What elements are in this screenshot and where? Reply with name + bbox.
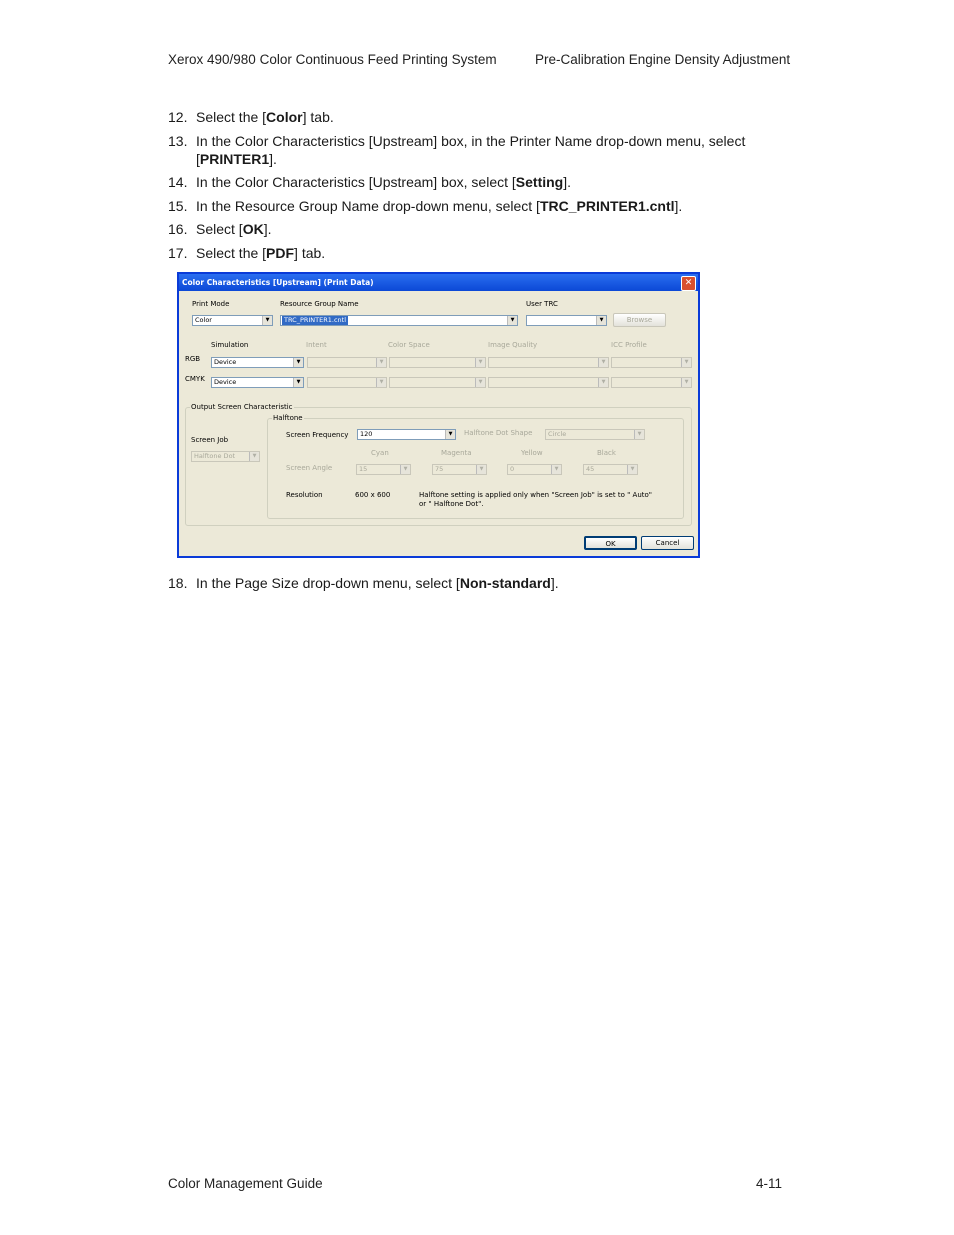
chevron-down-icon: ▼ — [475, 358, 485, 367]
footer-title: Color Management Guide — [168, 1176, 323, 1191]
chevron-down-icon: ▼ — [476, 465, 486, 474]
chevron-down-icon: ▼ — [376, 378, 386, 387]
black-angle-select[interactable] — [583, 464, 638, 475]
resource-group-name-select[interactable] — [280, 315, 518, 326]
step-number: 14. — [168, 174, 188, 190]
step-text: ]. — [263, 221, 272, 237]
step-text: In the Color Characteristics [Upstream] box, in the Printer Name drop-down menu, select [ — [196, 132, 746, 167]
chevron-down-icon: ▼ — [400, 465, 410, 474]
chevron-down-icon: ▼ — [249, 452, 259, 461]
page-number: 4-11 — [756, 1176, 783, 1191]
step-number: 17. — [168, 244, 188, 261]
resolution-value: 600 x 600 — [355, 491, 391, 499]
step-text: Select [ — [196, 221, 243, 237]
chevron-down-icon: ▼ — [445, 430, 455, 439]
chevron-down-icon: ▼ — [681, 358, 691, 367]
cmyk-simulation-value: Device — [214, 378, 237, 386]
chevron-down-icon: ▼ — [475, 378, 485, 387]
chevron-down-icon: ▼ — [262, 316, 272, 325]
rgb-icc-profile-select[interactable] — [611, 357, 692, 368]
black-label: Black — [597, 449, 616, 457]
step-text: ]. — [550, 575, 559, 591]
magenta-angle-select[interactable] — [432, 464, 487, 475]
step-keyword: TRC_PRINTER1.cntl — [539, 197, 675, 214]
header-section: Pre-Calibration Engine Density Adjustment — [535, 52, 791, 67]
step-keyword: Color — [266, 109, 303, 125]
rgb-simulation-select[interactable] — [211, 357, 304, 368]
resource-group-name-label: Resource Group Name — [280, 300, 359, 308]
browse-button[interactable]: Browse — [613, 313, 666, 327]
screen-angle-label: Screen Angle — [286, 464, 333, 472]
halftone-note-line1: Halftone setting is applied only when "Screen Job" is set to " Auto" — [419, 491, 653, 499]
simulation-label: Simulation — [211, 341, 249, 349]
intent-label: Intent — [306, 341, 327, 349]
yellow-angle-value: 0 — [510, 465, 515, 473]
resource-group-name-value: TRC_PRINTER1.cntl — [284, 316, 347, 324]
cmyk-color-space-select[interactable] — [389, 377, 486, 388]
step-text: Select the [ — [196, 109, 267, 125]
chevron-down-icon: ▼ — [598, 358, 608, 367]
cmyk-image-quality-select[interactable] — [488, 377, 609, 388]
color-space-label: Color Space — [388, 341, 430, 349]
step-text: ]. — [563, 174, 572, 190]
header-title: Xerox 490/980 Color Continuous Feed Printing System — [168, 52, 497, 67]
step-text: In the Color Characteristics [Upstream] box, select [ — [196, 174, 516, 190]
print-mode-value: Color — [195, 316, 212, 324]
halftone-note-line2: or " Halftone Dot". — [419, 500, 484, 508]
step-keyword: Setting — [515, 174, 564, 190]
chevron-down-icon: ▼ — [376, 358, 386, 367]
color-characteristics-dialog — [177, 272, 700, 558]
step-text: ]. — [674, 197, 683, 214]
yellow-angle-select[interactable] — [507, 464, 562, 475]
rgb-simulation-value: Device — [214, 358, 237, 366]
halftone-dot-shape-select[interactable] — [545, 429, 645, 440]
step-text: ] tab. — [302, 109, 334, 125]
cmyk-label: CMYK — [185, 375, 205, 383]
cyan-angle-select[interactable] — [356, 464, 411, 475]
print-mode-select[interactable] — [192, 315, 273, 326]
halftone-dot-shape-value: Circle — [548, 430, 567, 438]
cmyk-intent-select[interactable] — [307, 377, 387, 388]
yellow-label: Yellow — [521, 449, 543, 457]
icc-profile-label: ICC Profile — [611, 341, 647, 349]
chevron-down-icon: ▼ — [293, 378, 303, 387]
chevron-down-icon: ▼ — [507, 316, 517, 325]
cyan-label: Cyan — [371, 449, 389, 457]
chevron-down-icon: ▼ — [551, 465, 561, 474]
rgb-image-quality-select[interactable] — [488, 357, 609, 368]
step-list-continued — [168, 574, 808, 598]
user-trc-select[interactable] — [526, 315, 607, 326]
step-14 — [168, 173, 808, 191]
screen-frequency-value: 120 — [360, 430, 373, 438]
step-text: ] tab. — [294, 244, 326, 261]
step-number: 13. — [168, 132, 188, 149]
magenta-label: Magenta — [441, 449, 472, 457]
close-icon[interactable]: ✕ — [681, 276, 696, 291]
step-17 — [168, 244, 808, 262]
step-keyword: PRINTER1 — [199, 150, 270, 167]
chevron-down-icon: ▼ — [598, 378, 608, 387]
cancel-button[interactable]: Cancel — [641, 536, 694, 550]
dialog-title-bar — [179, 274, 698, 291]
step-number: 18. — [168, 575, 188, 591]
step-15 — [168, 197, 808, 215]
print-mode-label: Print Mode — [192, 300, 230, 308]
step-text: Select the [ — [196, 244, 267, 261]
rgb-intent-select[interactable] — [307, 357, 387, 368]
step-text: In the Resource Group Name drop-down menu, select [ — [196, 197, 540, 214]
screen-job-value: Halftone Dot — [194, 452, 236, 460]
image-quality-label: Image Quality — [488, 341, 538, 349]
cmyk-simulation-select[interactable] — [211, 377, 304, 388]
rgb-label: RGB — [185, 355, 201, 363]
rgb-color-space-select[interactable] — [389, 357, 486, 368]
cyan-angle-value: 15 — [359, 465, 368, 473]
screen-job-label: Screen Job — [191, 436, 229, 444]
cmyk-icc-profile-select[interactable] — [611, 377, 692, 388]
ok-button[interactable]: OK — [584, 536, 637, 550]
screen-job-select[interactable] — [191, 451, 260, 462]
chevron-down-icon: ▼ — [596, 316, 606, 325]
step-18 — [168, 574, 808, 592]
chevron-down-icon: ▼ — [634, 430, 644, 439]
black-angle-value: 45 — [586, 465, 595, 473]
chevron-down-icon: ▼ — [627, 465, 637, 474]
step-keyword: OK — [242, 221, 264, 237]
step-number: 16. — [168, 221, 188, 237]
step-list — [168, 108, 808, 267]
halftone-caption: Halftone — [273, 414, 303, 422]
step-keyword: PDF — [266, 244, 295, 261]
step-keyword: Non-standard — [459, 575, 551, 591]
step-number: 15. — [168, 197, 188, 214]
step-16 — [168, 220, 808, 238]
step-12 — [168, 108, 808, 126]
halftone-dot-shape-label: Halftone Dot Shape — [464, 429, 533, 437]
screen-frequency-label: Screen Frequency — [286, 431, 349, 439]
step-text: ]. — [269, 150, 277, 167]
step-number: 12. — [168, 109, 188, 125]
chevron-down-icon: ▼ — [681, 378, 691, 387]
user-trc-label: User TRC — [526, 300, 558, 308]
step-13 — [168, 132, 808, 168]
magenta-angle-value: 75 — [435, 465, 444, 473]
step-text: In the Page Size drop-down menu, select [ — [196, 575, 460, 591]
resolution-label: Resolution — [286, 491, 323, 499]
dialog-title: Color Characteristics [Upstream] (Print Data) — [182, 278, 374, 287]
chevron-down-icon: ▼ — [293, 358, 303, 367]
output-screen-caption: Output Screen Characteristic — [191, 403, 293, 411]
screen-frequency-select[interactable] — [357, 429, 456, 440]
